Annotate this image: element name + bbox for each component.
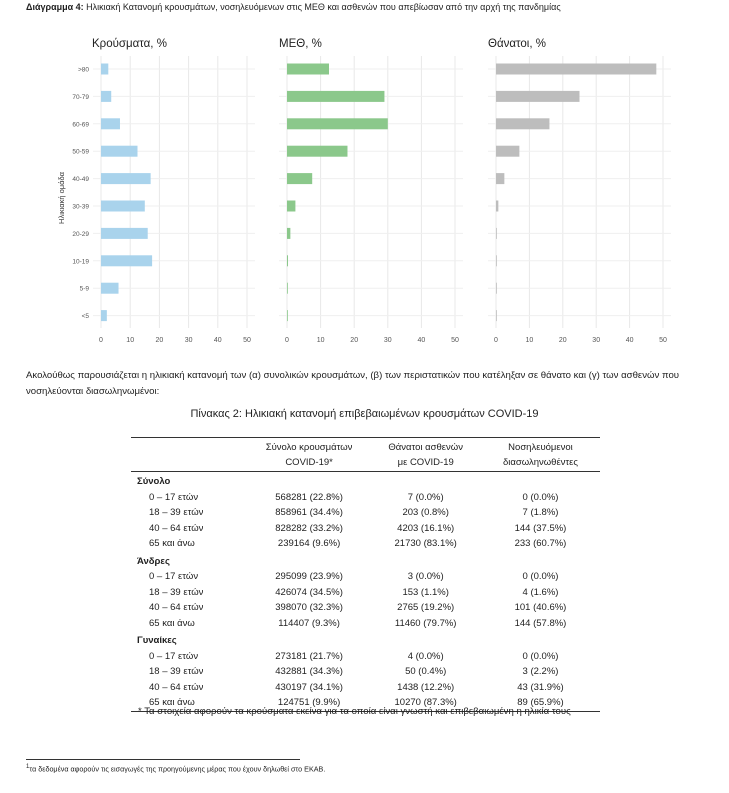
table-cell-value: 144 (37.5%) (514, 522, 567, 534)
bar (287, 91, 384, 102)
table-cell-value: 398070 (32.3%) (275, 602, 343, 613)
table-cell-value: 858961 (34.4%) (275, 507, 343, 518)
table-cell-age: 65 και άνω (131, 695, 248, 711)
table-cell-value: 432881 (34.3%) (275, 666, 343, 677)
table-cell-value: 0 (0.0%) (522, 650, 559, 662)
x-tick-label: 50 (451, 337, 459, 344)
table-cell-age: 18 – 39 ετών (149, 507, 204, 518)
bar (101, 255, 152, 266)
bar (101, 118, 120, 129)
table-cell-value: 89 (65.9%) (481, 695, 600, 711)
table-row (131, 505, 600, 521)
x-tick-label: 20 (350, 337, 359, 344)
table-cell-value: 426074 (34.5%) (275, 586, 343, 598)
table-row (131, 536, 600, 552)
footnote-divider (26, 759, 300, 760)
table-cell-age: 0 – 17 ετών (149, 571, 199, 582)
table-cell-value: 295099 (23.9%) (275, 571, 343, 582)
x-tick-label: 20 (558, 337, 567, 344)
bar (101, 310, 107, 321)
x-tick-label: 40 (213, 337, 222, 344)
x-tick-label: 30 (383, 337, 392, 344)
bar (101, 91, 111, 102)
table-cell-value: 144 (57.8%) (514, 617, 567, 629)
table-row (131, 600, 600, 616)
table-cell-value: 4203 (16.1%) (397, 522, 455, 534)
table-group-row (131, 472, 600, 490)
y-tick-label: 30-39 (72, 203, 89, 211)
footnote-mark: 1 (26, 764, 30, 770)
y-tick-label: >80 (77, 66, 89, 74)
table-group-label: Άνδρες (137, 555, 170, 567)
table-cell-value: 203 (0.8%) (402, 507, 449, 518)
table-row (131, 521, 600, 537)
table-cell-value: 0 (0.0%) (522, 571, 559, 582)
table-group-row (131, 552, 600, 570)
table-cell-value: 828282 (33.2%) (275, 522, 343, 534)
table-cell-value: 153 (1.1%) (402, 586, 449, 598)
bar (101, 173, 151, 184)
x-tick-label: 50 (659, 337, 667, 344)
header-total-cases: Σύνολο κρουσμάτων COVID-19* (248, 438, 371, 472)
table-cell-age: 40 – 64 ετών (149, 681, 204, 693)
x-tick-label: 0 (285, 337, 289, 344)
table-cell-age: 65 και άνω (149, 538, 195, 549)
y-tick-label: <5 (81, 313, 89, 321)
intro-paragraph: Ακολούθως παρουσιάζεται η ηλικιακή κατανομή των (α) συνολικών κρουσμάτων, (β) των περιστατικών που κατέληξαν σε θάνατο και (γ) των ασθενών που νοσηλεύονται διασωληνωμένοι: (26, 370, 680, 397)
table-cell-value: 3 (0.0%) (407, 571, 444, 582)
table-cell-value: 43 (31.9%) (517, 681, 564, 693)
x-tick-label: 50 (243, 337, 251, 344)
table-header-row (131, 438, 600, 472)
footnote (26, 764, 325, 773)
bar (101, 64, 108, 75)
table-cell-value: 50 (0.4%) (405, 666, 447, 677)
x-tick-label: 20 (155, 337, 164, 344)
bar (496, 118, 549, 129)
header-empty (131, 438, 248, 472)
table-cell-value: 0 (0.0%) (522, 491, 559, 503)
y-tick-label: 40-49 (72, 176, 89, 184)
table-cell-value: 21730 (83.1%) (394, 538, 457, 549)
bar (496, 255, 497, 266)
x-tick-label: 0 (99, 337, 103, 344)
table-cell-value: 124751 (9.9%) (248, 695, 371, 711)
bar (287, 146, 347, 157)
table-cell-value: 568281 (22.8%) (275, 491, 343, 503)
table-cell-age: 40 – 64 ετών (149, 522, 204, 534)
bar (287, 64, 329, 75)
table-cell-value: 1438 (12.2%) (397, 681, 455, 693)
figure-title (26, 2, 561, 12)
table-cell-value: 3 (2.2%) (522, 666, 559, 677)
bar (496, 283, 497, 294)
figure-title-text: Ηλικιακή Κατανομή κρουσμάτων, νοσηλευόμενων στις ΜΕΘ και ασθενών που απεβίωσαν από την αρχή της πανδημίας (83, 2, 561, 12)
bar (496, 228, 497, 239)
bar (287, 228, 290, 239)
bar (101, 228, 148, 239)
y-axis-label: Ηλικιακή ομάδα (57, 172, 66, 224)
table-row (131, 585, 600, 601)
table-group-label: Σύνολο (137, 476, 171, 487)
table-cell-age: 0 – 17 ετών (149, 491, 199, 503)
chart-title: Κρούσματα, % (92, 38, 167, 50)
table-group-label: Γυναίκες (137, 635, 177, 646)
table-cell-value: 430197 (34.1%) (275, 681, 343, 693)
table-note: * Τα στοιχεία αφορούν τα κρούσματα εκείνα για τα οποία είναι γνωστή και επιβεβαιωμένη η ηλικία τους (138, 706, 571, 717)
bar (287, 310, 288, 321)
header-intubated: Νοσηλευόμενοι διασωληνωθέντες (481, 438, 600, 472)
bar (496, 173, 504, 184)
bar (287, 201, 295, 212)
table-cell-value: 4 (0.0%) (407, 650, 444, 662)
table-row (131, 490, 600, 506)
table-cell-value: 7 (0.0%) (407, 491, 444, 503)
x-tick-label: 10 (316, 337, 325, 344)
table-cell-value: 239164 (9.6%) (277, 538, 341, 549)
bar (101, 201, 145, 212)
x-tick-label: 30 (592, 337, 601, 344)
charts-svg (0, 26, 729, 346)
bar (496, 91, 580, 102)
x-tick-label: 10 (525, 337, 534, 344)
table-cell-age: 40 – 64 ετών (149, 602, 204, 613)
x-tick-label: 0 (494, 337, 498, 344)
chart-title: ΜΕΘ, % (279, 38, 322, 50)
table-group-row (131, 631, 600, 649)
header-deaths: Θάνατοι ασθενών με COVID-19 (370, 438, 481, 472)
x-tick-label: 10 (126, 337, 135, 344)
bar (496, 146, 519, 157)
chart-title: Θάνατοι, % (488, 38, 546, 50)
table-row (131, 680, 600, 696)
table-title: Πίνακας 2: Ηλικιακή κατανομή επιβεβαιωμένων κρουσμάτων COVID-19 (190, 408, 539, 420)
figure-title-label: Διάγραμμα 4: (26, 2, 84, 12)
table-cell-age: 0 – 17 ετών (149, 650, 199, 662)
table-cell-value: 101 (40.6%) (514, 602, 567, 613)
y-tick-label: 5-9 (79, 285, 89, 293)
bar (287, 283, 288, 294)
table-cell-value: 2765 (19.2%) (397, 602, 455, 613)
y-tick-label: 70-79 (72, 93, 89, 101)
bar (101, 283, 119, 294)
bar (496, 64, 656, 75)
bar (287, 118, 388, 129)
footnote-text: τα δεδομένα αφορούν τις εισαγωγές της προηγούμενης μέρας που έχουν δηλωθεί στο ΕΚΑΒ. (29, 764, 326, 774)
table-row (131, 649, 600, 665)
table-row (131, 664, 600, 680)
table-cell-value: 114407 (9.3%) (278, 617, 340, 629)
age-distribution-table (131, 437, 600, 712)
bar (496, 310, 497, 321)
table-cell-value: 7 (1.8%) (522, 507, 559, 518)
table-cell-value: 11460 (79.7%) (394, 617, 457, 629)
table-row (131, 616, 600, 632)
x-tick-label: 40 (417, 337, 426, 344)
bar (496, 201, 498, 212)
table-cell-value: 4 (1.6%) (522, 586, 559, 598)
y-tick-label: 10-19 (72, 258, 89, 266)
bar (287, 173, 312, 184)
table-cell-value: 233 (60.7%) (514, 538, 567, 549)
table-cell-value: 273181 (21.7%) (275, 650, 343, 662)
table-cell-age: 18 – 39 ετών (149, 666, 204, 677)
table-cell-age: 18 – 39 ετών (149, 586, 204, 598)
bar (101, 146, 138, 157)
table-cell-age: 65 και άνω (149, 617, 195, 629)
x-tick-label: 40 (625, 337, 634, 344)
table-row (131, 569, 600, 585)
x-tick-label: 30 (184, 337, 193, 344)
bar (287, 255, 288, 266)
table-cell-value: 10270 (87.3%) (370, 695, 481, 711)
y-tick-label: 60-69 (72, 121, 89, 129)
y-tick-label: 20-29 (72, 230, 89, 238)
y-tick-label: 50-59 (72, 148, 89, 156)
table-body (131, 472, 600, 712)
